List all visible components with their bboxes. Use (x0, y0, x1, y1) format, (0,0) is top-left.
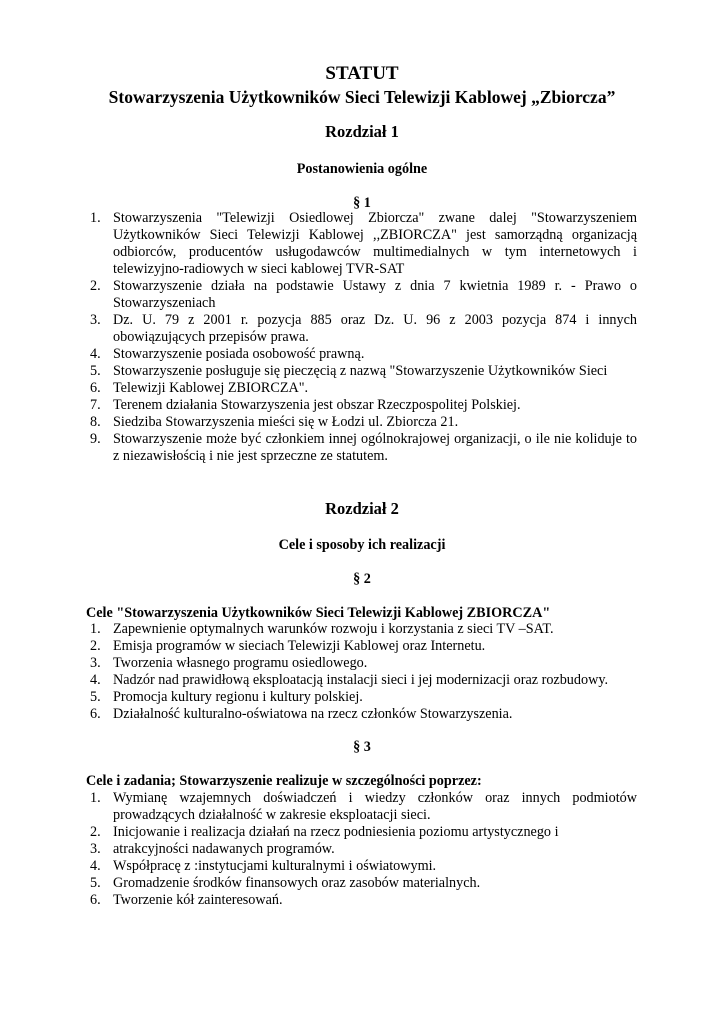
chapter-1-list (86, 210, 637, 465)
list-item (86, 346, 637, 363)
list-item-text: Terenem działania Stowarzyszenia jest obszar Rzeczpospolitej Polskiej. (113, 397, 521, 413)
list-item-text: Stowarzyszenie może być członkiem innej ogólnokrajowej organizacji, o ile nie koliduje to z niezawisłością i nie jest sprzeczne ze statutem. (113, 431, 637, 464)
list-item-number: 2. (90, 638, 101, 654)
list-item-text: Wymianę wzajemnych doświadczeń i wiedzy członków oraz innych podmiotów prowadzących działalność w zakresie eksploatacji sieci. (113, 790, 637, 823)
section-3-intro: Cele i zadania; Stowarzyszenie realizuje w szczególności poprzez: (86, 773, 482, 789)
list-item-number: 5. (90, 363, 101, 379)
list-item-text: Współpracę z :instytucjami kulturalnymi i oświatowymi. (113, 858, 437, 874)
list-item-number: 3. (90, 312, 101, 328)
list-item-number: 1. (90, 210, 101, 226)
list-item-text: Gromadzenie środków finansowych oraz zasobów materialnych. (113, 875, 481, 891)
list-item-text: Stowarzyszenie działa na podstawie Ustawy z dnia 7 kwietnia 1989 r. - Prawo o Stowarzyszeniach (113, 278, 637, 311)
list-item (86, 312, 637, 346)
list-item-text: Emisja programów w sieciach Telewizji Kablowej oraz Internetu. (113, 638, 486, 654)
list-item (86, 638, 637, 655)
list-item (86, 621, 637, 638)
list-item-text: Nadzór nad prawidłową eksploatacją instalacji sieci i jej modernizacji oraz rozbudowy. (113, 672, 609, 688)
list-item (86, 672, 637, 689)
list-item (86, 858, 637, 875)
list-item-number: 5. (90, 689, 101, 705)
list-item-number: 5. (90, 875, 101, 891)
list-item (86, 431, 637, 465)
list-item-text: Telewizji Kablowej ZBIORCZA". (113, 380, 309, 396)
list-item (86, 892, 637, 909)
list-item (86, 841, 637, 858)
list-item-number: 6. (90, 892, 101, 908)
list-item-text: Stowarzyszenie posługuje się pieczęcią z nazwą "Stowarzyszenie Użytkowników Sieci (113, 363, 608, 379)
list-item (86, 790, 637, 824)
list-item-text: Zapewnienie optymalnych warunków rozwoju i korzystania z sieci TV –SAT. (113, 621, 554, 637)
list-item-text: Siedziba Stowarzyszenia mieści się w Łodzi ul. Zbiorcza 21. (113, 414, 459, 430)
chapter-2-subheading: Cele i sposoby ich realizacji (278, 537, 446, 553)
list-item-number: 2. (90, 824, 101, 840)
list-item-number: 6. (90, 380, 101, 396)
document-title: STATUT (325, 63, 399, 84)
list-item-number: 4. (90, 672, 101, 688)
list-item-text: Stowarzyszenie posiada osobowość prawną. (113, 346, 365, 362)
paragraph-2-sign: § 2 (353, 571, 371, 587)
list-item (86, 706, 637, 723)
list-item-number: 9. (90, 431, 101, 447)
chapter-2-heading: Rozdział 2 (325, 499, 399, 518)
paragraph-1-sign: § 1 (353, 195, 371, 211)
list-item (86, 363, 637, 380)
list-item-number: 1. (90, 790, 101, 806)
list-item-number: 2. (90, 278, 101, 294)
list-item-number: 7. (90, 397, 101, 413)
list-item-number: 6. (90, 706, 101, 722)
list-item (86, 689, 637, 706)
list-item-text: Tworzenie kół zainteresowań. (113, 892, 283, 908)
list-item (86, 380, 637, 397)
list-item-text: Inicjowanie i realizacja działań na rzecz podniesienia poziomu artystycznego i (113, 824, 559, 840)
section-2-intro: Cele "Stowarzyszenia Użytkowników Sieci Telewizji Kablowej ZBIORCZA" (86, 605, 551, 621)
list-item (86, 875, 637, 892)
list-item-number: 8. (90, 414, 101, 430)
list-item (86, 414, 637, 431)
list-item-text: Tworzenia własnego programu osiedlowego. (113, 655, 368, 671)
list-item-text: Promocja kultury regionu i kultury polskiej. (113, 689, 363, 705)
list-item-text: Dz. U. 79 z 2001 r. pozycja 885 oraz Dz. U. 96 z 2003 pozycja 874 i innych obowiązujących przepisów prawa. (113, 312, 637, 345)
list-item (86, 655, 637, 672)
list-item-number: 1. (90, 621, 101, 637)
section-3-list (86, 790, 637, 909)
list-item-text: atrakcyjności nadawanych programów. (113, 841, 335, 857)
list-item-text: Stowarzyszenia "Telewizji Osiedlowej Zbiorcza" zwane dalej "Stowarzyszeniem Użytkowników Sieci Telewizji Kablowej ,,ZBIORCZA" jest samorządną organizacją odbiorców, producentów usługodawców multimedialnych w tym internetowych i telewizyjno-radiowych w sieci kablowej TVR-SAT (113, 210, 637, 277)
paragraph-3-sign: § 3 (353, 739, 371, 755)
list-item (86, 210, 637, 278)
list-item (86, 278, 637, 312)
section-2-list (86, 621, 637, 723)
list-item (86, 397, 637, 414)
list-item-number: 3. (90, 841, 101, 857)
document-subtitle: Stowarzyszenia Użytkowników Sieci Telewizji Kablowej „Zbiorcza” (108, 87, 616, 107)
chapter-1-subheading: Postanowienia ogólne (296, 161, 428, 177)
list-item-number: 3. (90, 655, 101, 671)
list-item-number: 4. (90, 858, 101, 874)
list-item (86, 824, 637, 841)
chapter-1-heading: Rozdział 1 (325, 122, 399, 141)
list-item-text: Działalność kulturalno-oświatowa na rzecz członków Stowarzyszenia. (113, 706, 513, 722)
list-item-number: 4. (90, 346, 101, 362)
